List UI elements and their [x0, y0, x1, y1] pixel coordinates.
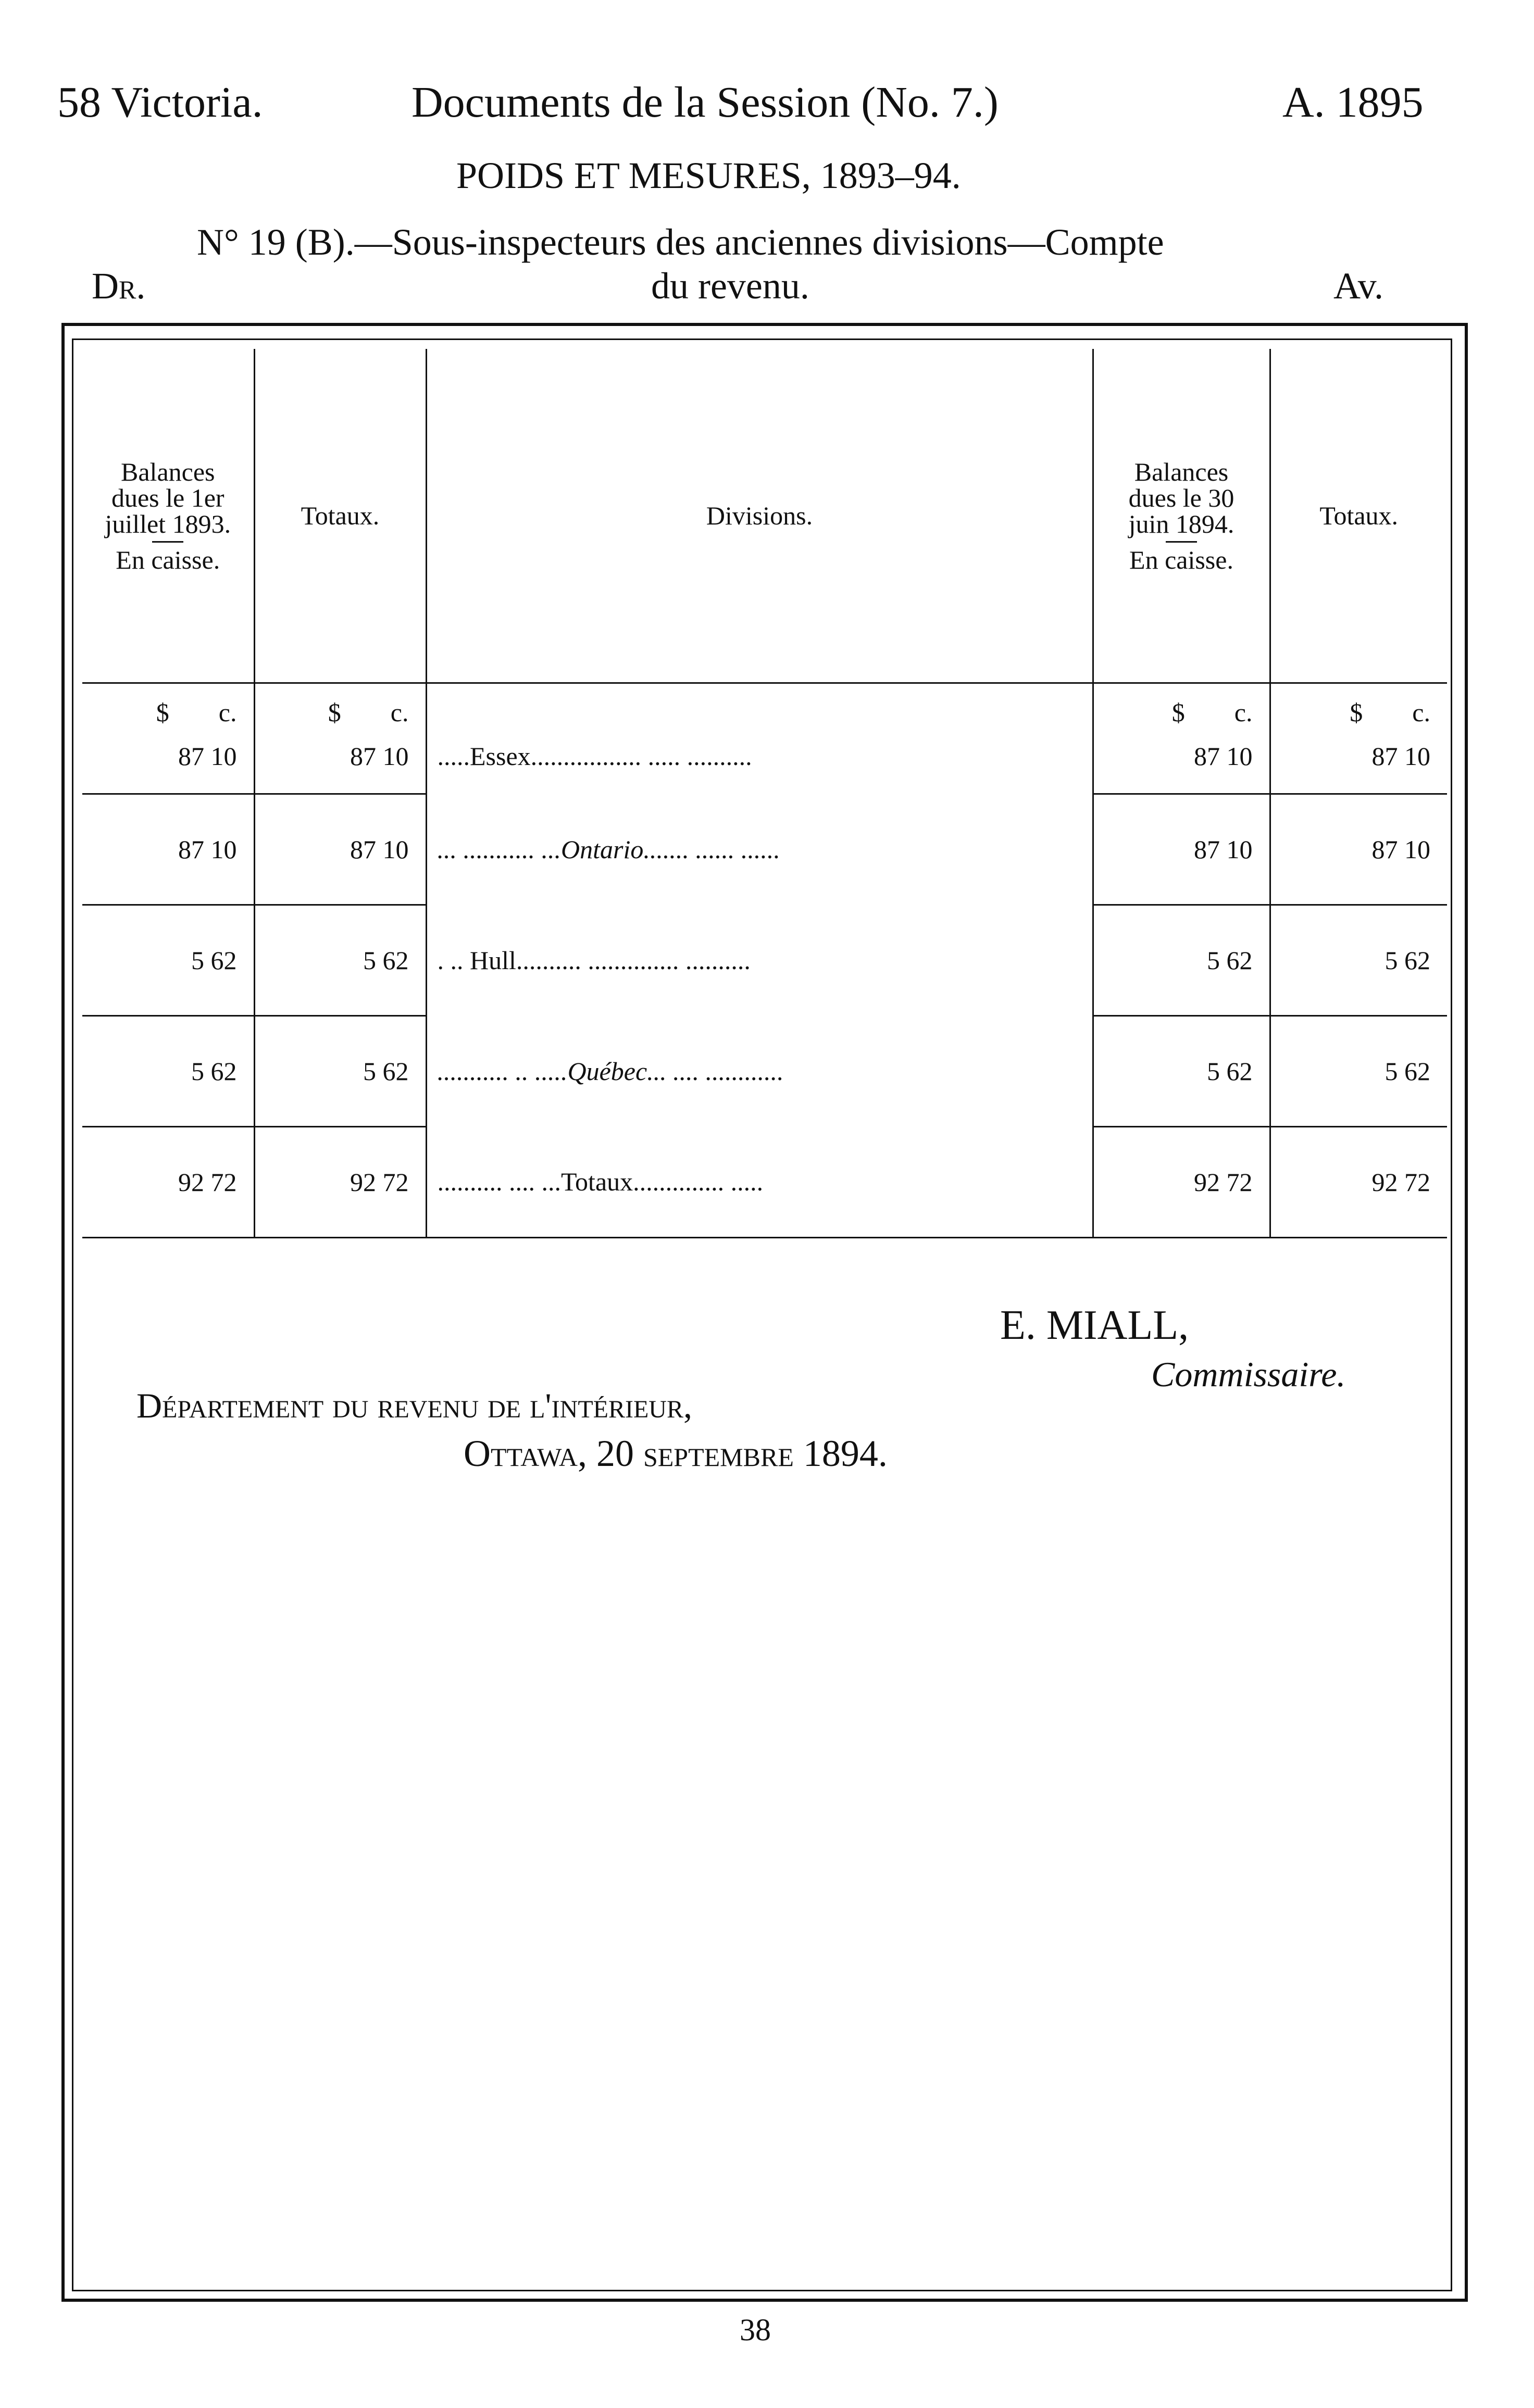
account-table — [82, 349, 1447, 1238]
debit-label: Dr. — [92, 265, 146, 307]
signatory-name: E. MIALL, — [1000, 1302, 1189, 1348]
table-row: 87 10 87 10 ... ........... ...Ontario....... ...... ...... 87 10 87 10 — [82, 794, 1447, 905]
header-left: 58 Victoria. — [57, 78, 263, 127]
credit-label: Av. — [1333, 265, 1383, 307]
col-header-balances-1894: Balances dues le 30 juin 1894. En caisse. — [1093, 349, 1270, 683]
table-row-total: 92 72 92 72 .......... .... ...Totaux.............. ..... 92 72 92 72 — [82, 1127, 1447, 1238]
col-header-divisions: Divisions. — [426, 349, 1093, 683]
currency-unit: $ c. — [1350, 698, 1430, 727]
table-row: 5 62 5 62 . .. Hull.......... .............. .......... 5 62 5 62 — [82, 905, 1447, 1016]
department-line: Département du revenu de l'intérieur, — [136, 1386, 692, 1425]
currency-unit: $ c. — [82, 683, 254, 742]
currency-row — [82, 683, 1447, 742]
currency-unit: $ c. — [254, 683, 426, 742]
table-row: 5 62 5 62 ........... .. .....Québec... .... ............ 5 62 5 62 — [82, 1016, 1447, 1127]
header-right: A. 1895 — [1282, 78, 1424, 127]
col-header-totaux-2: Totaux. — [1270, 349, 1447, 683]
signatory-role: Commissaire. — [1151, 1354, 1346, 1394]
col-header-totaux-1: Totaux. — [254, 349, 426, 683]
header-center: Documents de la Session (No. 7.) — [411, 78, 999, 127]
table-row: 87 10 87 10 .....Essex................. ..... .......... 87 10 87 10 — [82, 741, 1447, 794]
page-title: POIDS ET MESURES, 1893–94. — [456, 155, 961, 196]
page-number: 38 — [740, 2313, 771, 2347]
currency-unit: $ c. — [1093, 683, 1270, 742]
table-title-cont: du revenu. — [651, 265, 809, 307]
table-title: N° 19 (B).—Sous-inspecteurs des anciennes divisions—Compte — [197, 221, 1164, 263]
col-header-balances-1893: Balances dues le 1er juillet 1893. En caisse. — [82, 349, 254, 683]
place-date-line: Ottawa, 20 septembre 1894. — [464, 1433, 888, 1474]
